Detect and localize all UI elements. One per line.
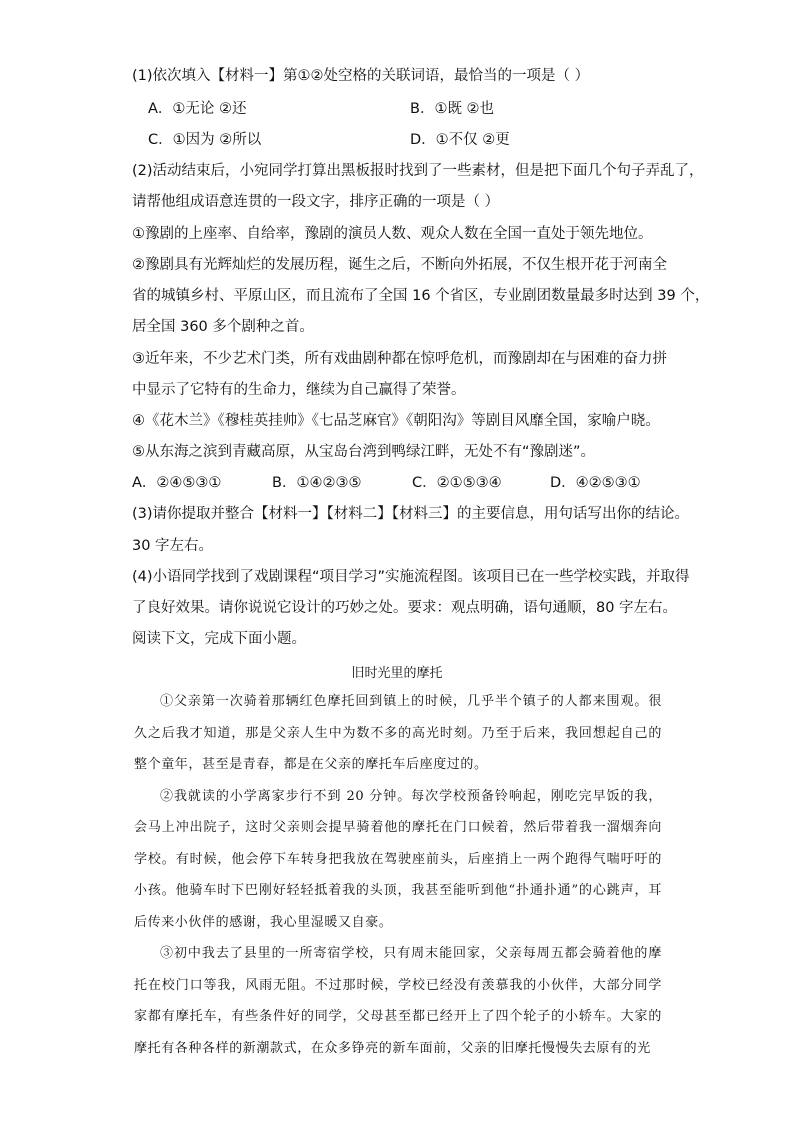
q2-sentence-2-line-1: ②豫剧具有光辉灿烂的发展历程，诞生之后，不断向外拓展，不仅生根开花于河南全	[132, 257, 667, 273]
reading-instruction: 阅读下文，完成下面小题。	[132, 631, 306, 647]
q2-sentence-5: ⑤从东海之滨到青藏高原，从宝岛台湾到鸭绿江畔，无处不有“豫剧迷”。	[132, 444, 596, 460]
q2-sentence-2-line-3: 居全国 360 多个剧种之首。	[132, 319, 314, 335]
q1-option-d: D．①不仅 ②更	[410, 132, 510, 148]
q1-option-c: C．①因为 ②所以	[148, 132, 262, 148]
q4-line-2: 了良好效果。请你说说它设计的巧妙之处。要求：观点明确，语句通顺，80 字左右。	[132, 600, 678, 616]
q2-sentence-4: ④《花木兰》《穆桂英挂帅》《七品芝麻官》《朝阳沟》等剧目风靡全国，家喻户晓。	[132, 413, 660, 429]
q1-stem: (1)依次填入【材料一】第①②处空格的关联词语，最恰当的一项是（ ）	[132, 68, 590, 84]
article-paragraph-2: ②我就读的小学离家步行不到 20 分钟。每次学校预备铃响起，刚吃完早饭的我，会马上冲出院子，这时父亲则会提早骑着他的摩托在门口候着，然后带着我一溜烟奔向学校。有时候，他会停下车转身把我放在驾驶座前头，后座捎上一两个跑得气喘吁吁的小孩。他骑车时下巴刚好轻轻抵着我的头顶，我甚至能听到他“扑通扑通”的心跳声，耳后传来小伙伴的感谢，我心里湿暖又自豪。	[134, 788, 662, 930]
q3-line-1: (3)请你提取并整合【材料一】【材料二】【材料三】的主要信息，用句话写出你的结论。	[132, 506, 690, 522]
q2-option-a: A．②④⑤③①	[132, 475, 222, 491]
q2-stem-line-2: 请帮他组成语意连贯的一段文字，排序正确的一项是（ ）	[132, 194, 500, 210]
q2-stem-line-1: (2)活动结束后，小宛同学打算出黑板报时找到了一些素材，但是把下面几个句子弄乱了，	[132, 163, 704, 179]
q2-sentence-3-line-2: 中显示了它特有的生命力，继续为自己赢得了荣誉。	[132, 382, 466, 398]
q1-option-a: A．①无论 ②还	[148, 101, 247, 117]
q2-sentence-2-line-2: 省的城镇乡村、平原山区，而且流布了全国 16 个省区，专业剧团数量最多时达到 39 个，	[132, 288, 710, 304]
q2-option-d: D．④②⑤③①	[550, 475, 641, 491]
article-paragraph-3: ③初中我去了县里的一所寄宿学校，只有周末能回家，父亲每周五都会骑着他的摩托在校门口等我，风雨无阻。不过那时候，学校已经没有羡慕我的小伙伴，大部分同学家都有摩托车，有些条件好的同学，父母甚至都已经开上了四个轮子的小轿车。大家的摩托有各种各样的新潮款式，在众多铮亮的新车面前，父亲的旧摩托慢慢失去原有的光	[134, 946, 662, 1056]
article-body	[134, 686, 662, 1064]
q2-sentence-1: ①豫剧的上座率、自给率，豫剧的演员人数、观众人数在全国一直处于领先地位。	[132, 226, 653, 242]
article-paragraph-1: ①父亲第一次骑着那辆红色摩托回到镇上的时候，几乎半个镇子的人都来围观。很久之后我才知道，那是父亲人生中为数不多的高光时刻。乃至于后来，我回想起自己的整个童年，甚至是青春，都是在父亲的摩托车后座度过的。	[134, 694, 662, 772]
article-title: 旧时光里的摩托	[351, 666, 443, 681]
q4-line-1: (4)小语同学找到了戏剧课程“项目学习”实施流程图。该项目已在一些学校实践，并取得	[132, 569, 690, 585]
q1-option-b: B．①既 ②也	[410, 101, 495, 117]
q3-line-2: 30 字左右。	[132, 538, 214, 554]
q2-sentence-3-line-1: ③近年来，不少艺术门类，所有戏曲剧种都在惊呼危机，而豫剧却在与困难的奋力拼	[132, 351, 667, 367]
q2-option-b: B．①④②③⑤	[272, 475, 362, 491]
q2-option-c: C．②①⑤③④	[412, 475, 502, 491]
